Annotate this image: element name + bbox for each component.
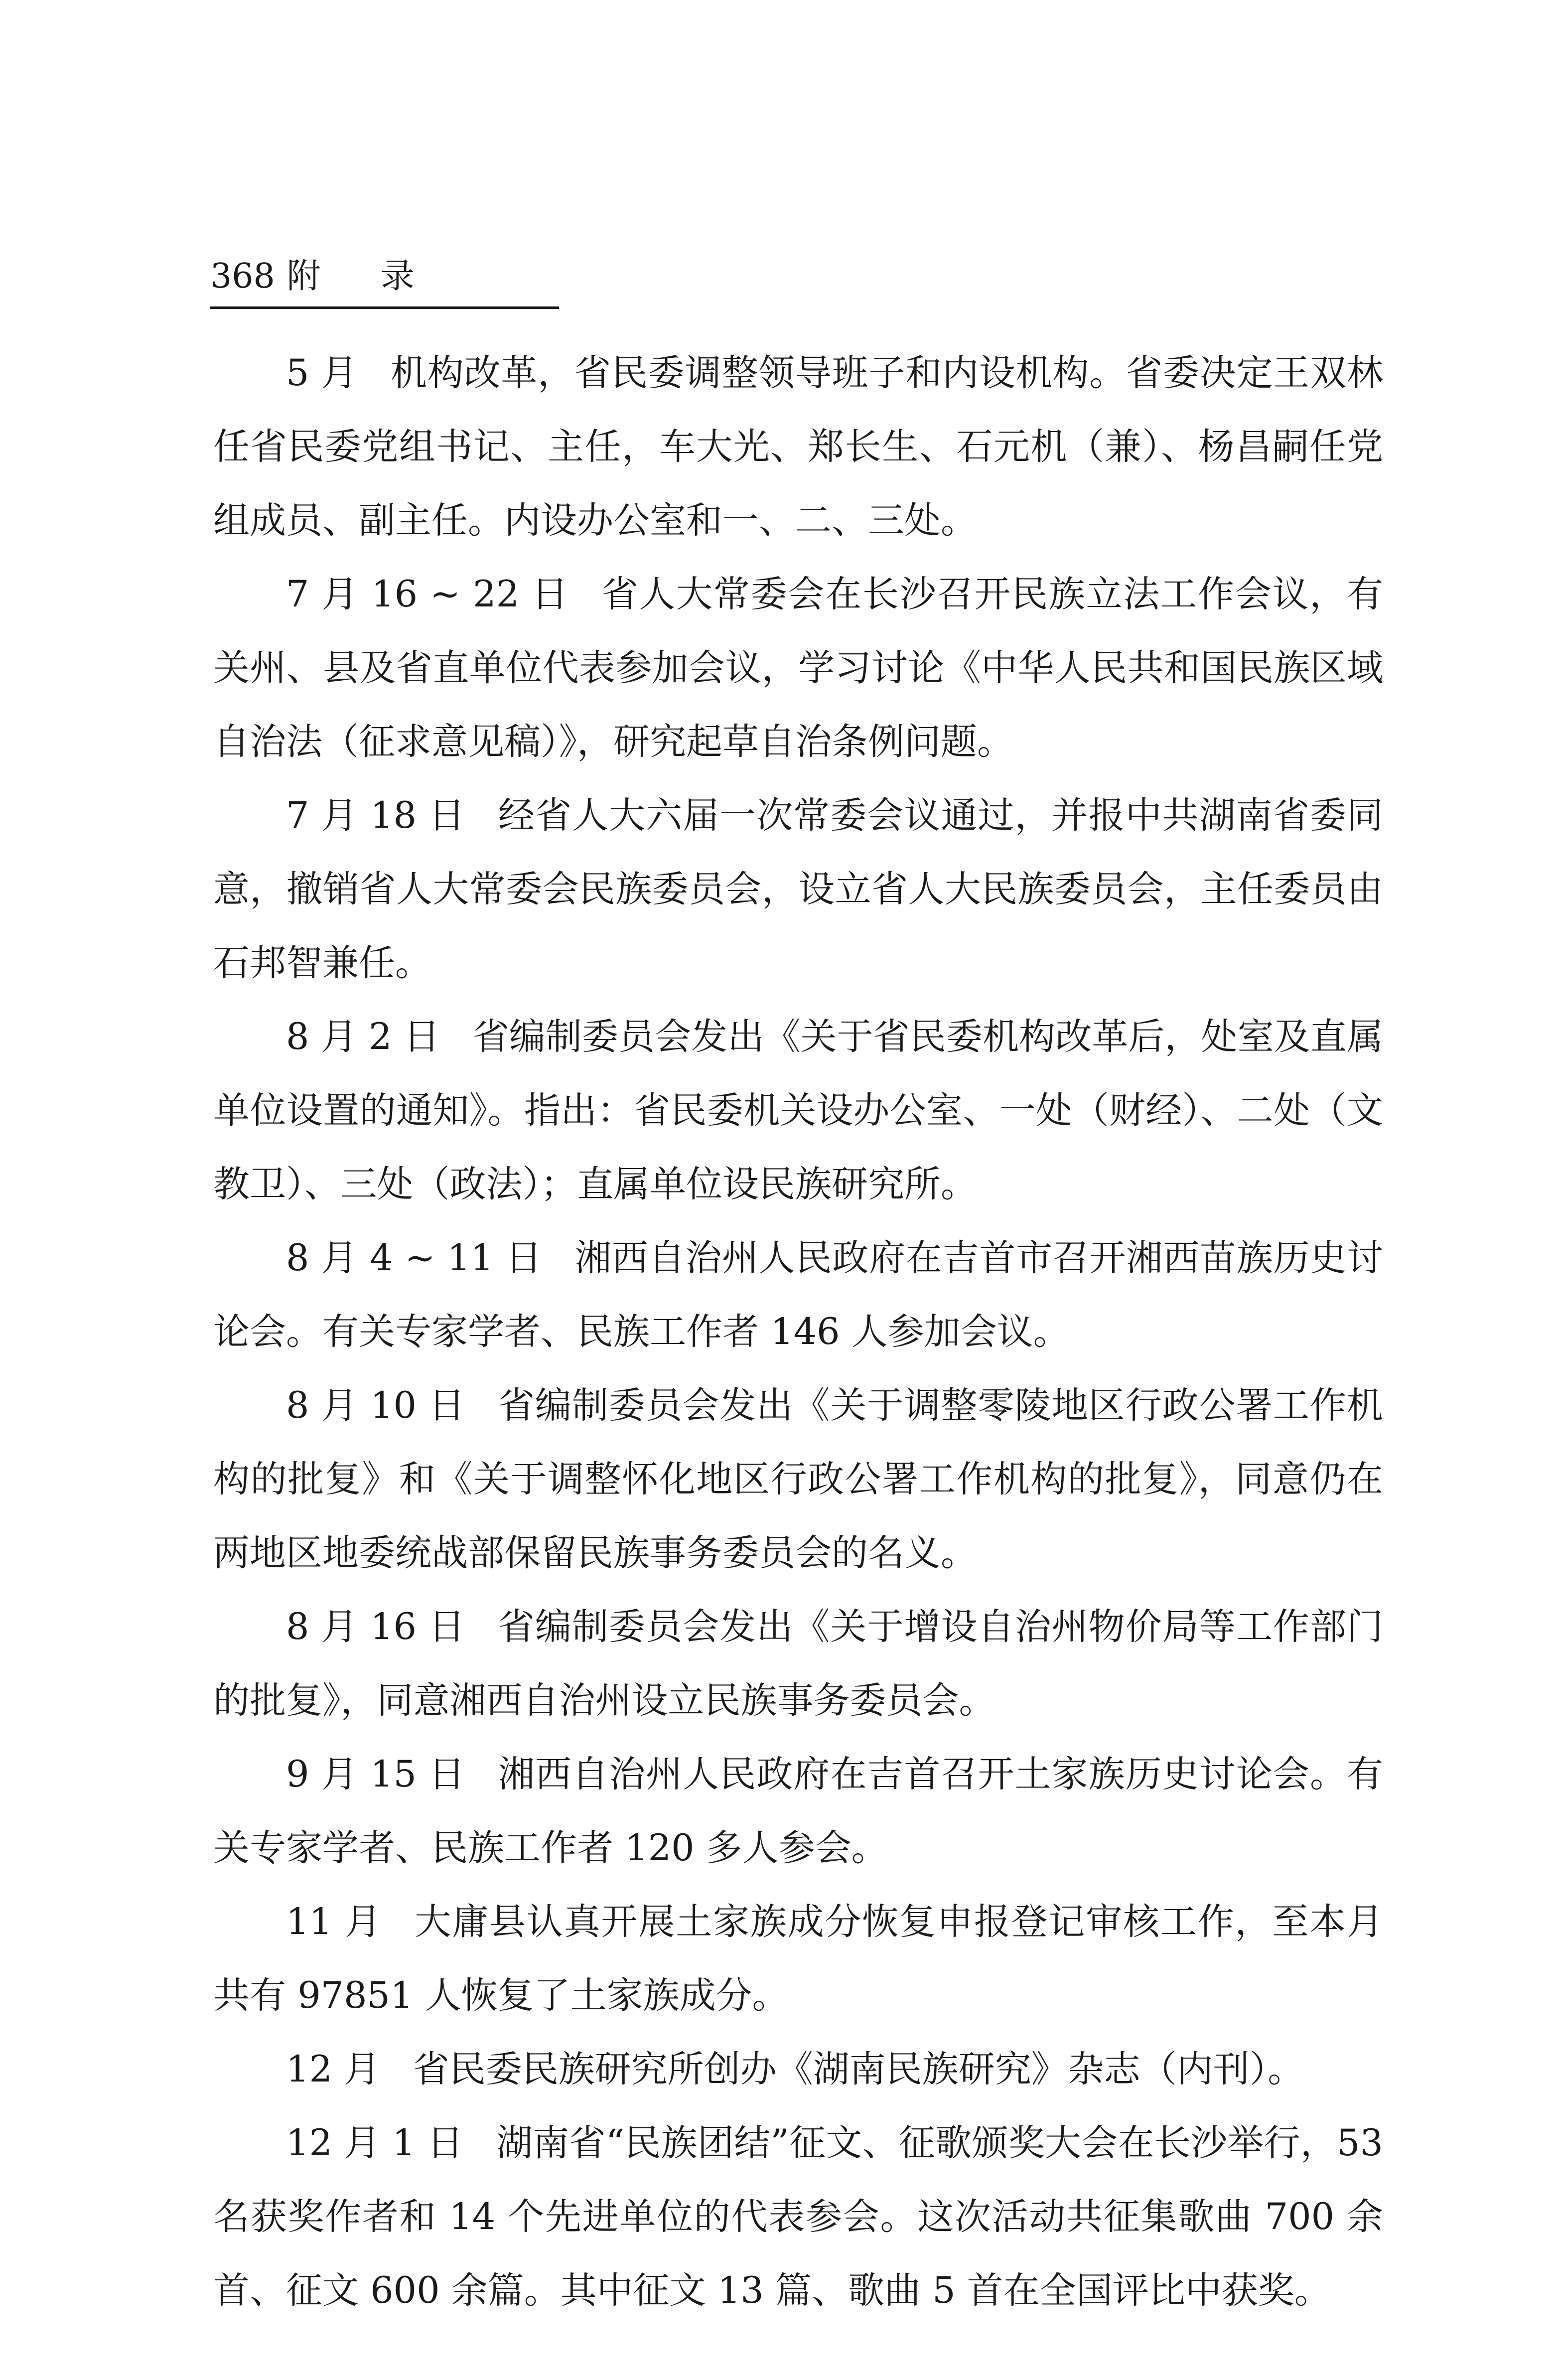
entry-date: 7 月 16 ~ 22 日	[286, 573, 569, 615]
entry-text: 湘西自治州人民政府在吉首召开土家族历史讨论会。有关专家学者、民族工作者 120 多人参会。	[213, 1753, 1384, 1869]
entry-text: 省编制委员会发出《关于增设自治州物价局等工作部门的批复》，同意湘西自治州设立民族事务委员会。	[213, 1606, 1384, 1722]
entry-1	[213, 336, 1383, 558]
entry-date: 7 月 18 日	[286, 794, 466, 837]
entry-text: 经省人大六届一次常委会议通过，并报中共湖南省委同意，撤销省人大常委会民族委员会，设立省人大民族委员会，主任委员由石邦智兼任。	[213, 794, 1384, 984]
entry-10	[213, 2033, 1383, 2106]
entry-date: 8 月 10 日	[286, 1384, 466, 1427]
entry-text: 机构改革，省民委调整领导班子和内设机构。省委决定王双林任省民委党组书记、主任，车大光、郑长生、石元机（兼）、杨昌嗣任党组成员、副主任。内设办公室和一、二、三处。	[213, 352, 1384, 542]
chronicle-body	[213, 336, 1383, 2328]
entry-date: 5 月	[286, 352, 358, 394]
entry-9	[213, 1885, 1383, 2033]
entry-text: 湘西自治州人民政府在吉首市召开湘西苗族历史讨论会。有关专家学者、民族工作者 146 人参加会议。	[213, 1237, 1384, 1353]
entry-text: 省民委民族研究所创办《湖南民族研究》杂志（内刊）。	[413, 2048, 1304, 2090]
page-number: 368	[210, 257, 275, 296]
entry-3	[213, 779, 1383, 1000]
entry-date: 8 月 16 日	[286, 1606, 466, 1648]
entry-date: 12 月 1 日	[286, 2122, 464, 2164]
entry-7	[213, 1590, 1383, 1738]
entry-date: 8 月 2 日	[286, 1016, 440, 1058]
entry-4	[213, 1000, 1383, 1221]
entry-text: 省编制委员会发出《关于省民委机构改革后，处室及直属单位设置的通知》。指出：省民委机关设办公室、一处（财经）、二处（文教卫）、三处（政法）；直属单位设民族研究所。	[213, 1016, 1384, 1205]
entry-date: 12 月	[286, 2048, 381, 2090]
entry-date: 9 月 15 日	[286, 1753, 466, 1795]
section-title-2: 录	[380, 257, 415, 296]
entry-11	[213, 2106, 1383, 2328]
entry-8	[213, 1738, 1383, 1885]
entry-text: 省人大常委会在长沙召开民族立法工作会议，有关州、县及省直单位代表参加会议，学习讨论《中华人民共和国民族区域自治法（征求意见稿）》，研究起草自治条例问题。	[213, 573, 1384, 763]
entry-text: 省编制委员会发出《关于调整零陵地区行政公署工作机构的批复》和《关于调整怀化地区行政公署工作机构的批复》，同意仍在两地区地委统战部保留民族事务委员会的名义。	[213, 1384, 1384, 1574]
entry-5	[213, 1221, 1383, 1369]
entry-text: 湖南省“民族团结”征文、征歌颁奖大会在长沙举行，53 名获奖作者和 14 个先进单位的代表参会。这次活动共征集歌曲 700 余首、征文 600 余篇。其中征文 13 篇、歌曲 5 首在全国评比中获奖。	[213, 2122, 1384, 2312]
section-title: 附	[286, 257, 321, 296]
entry-6	[213, 1369, 1383, 1590]
entry-date: 8 月 4 ~ 11 日	[286, 1237, 543, 1279]
running-header	[210, 252, 559, 309]
entry-text: 大庸县认真开展土家族成分恢复申报登记审核工作，至本月共有 97851 人恢复了土家族成分。	[213, 1901, 1383, 2017]
entry-2	[213, 558, 1383, 779]
entry-date: 11 月	[286, 1901, 382, 1943]
